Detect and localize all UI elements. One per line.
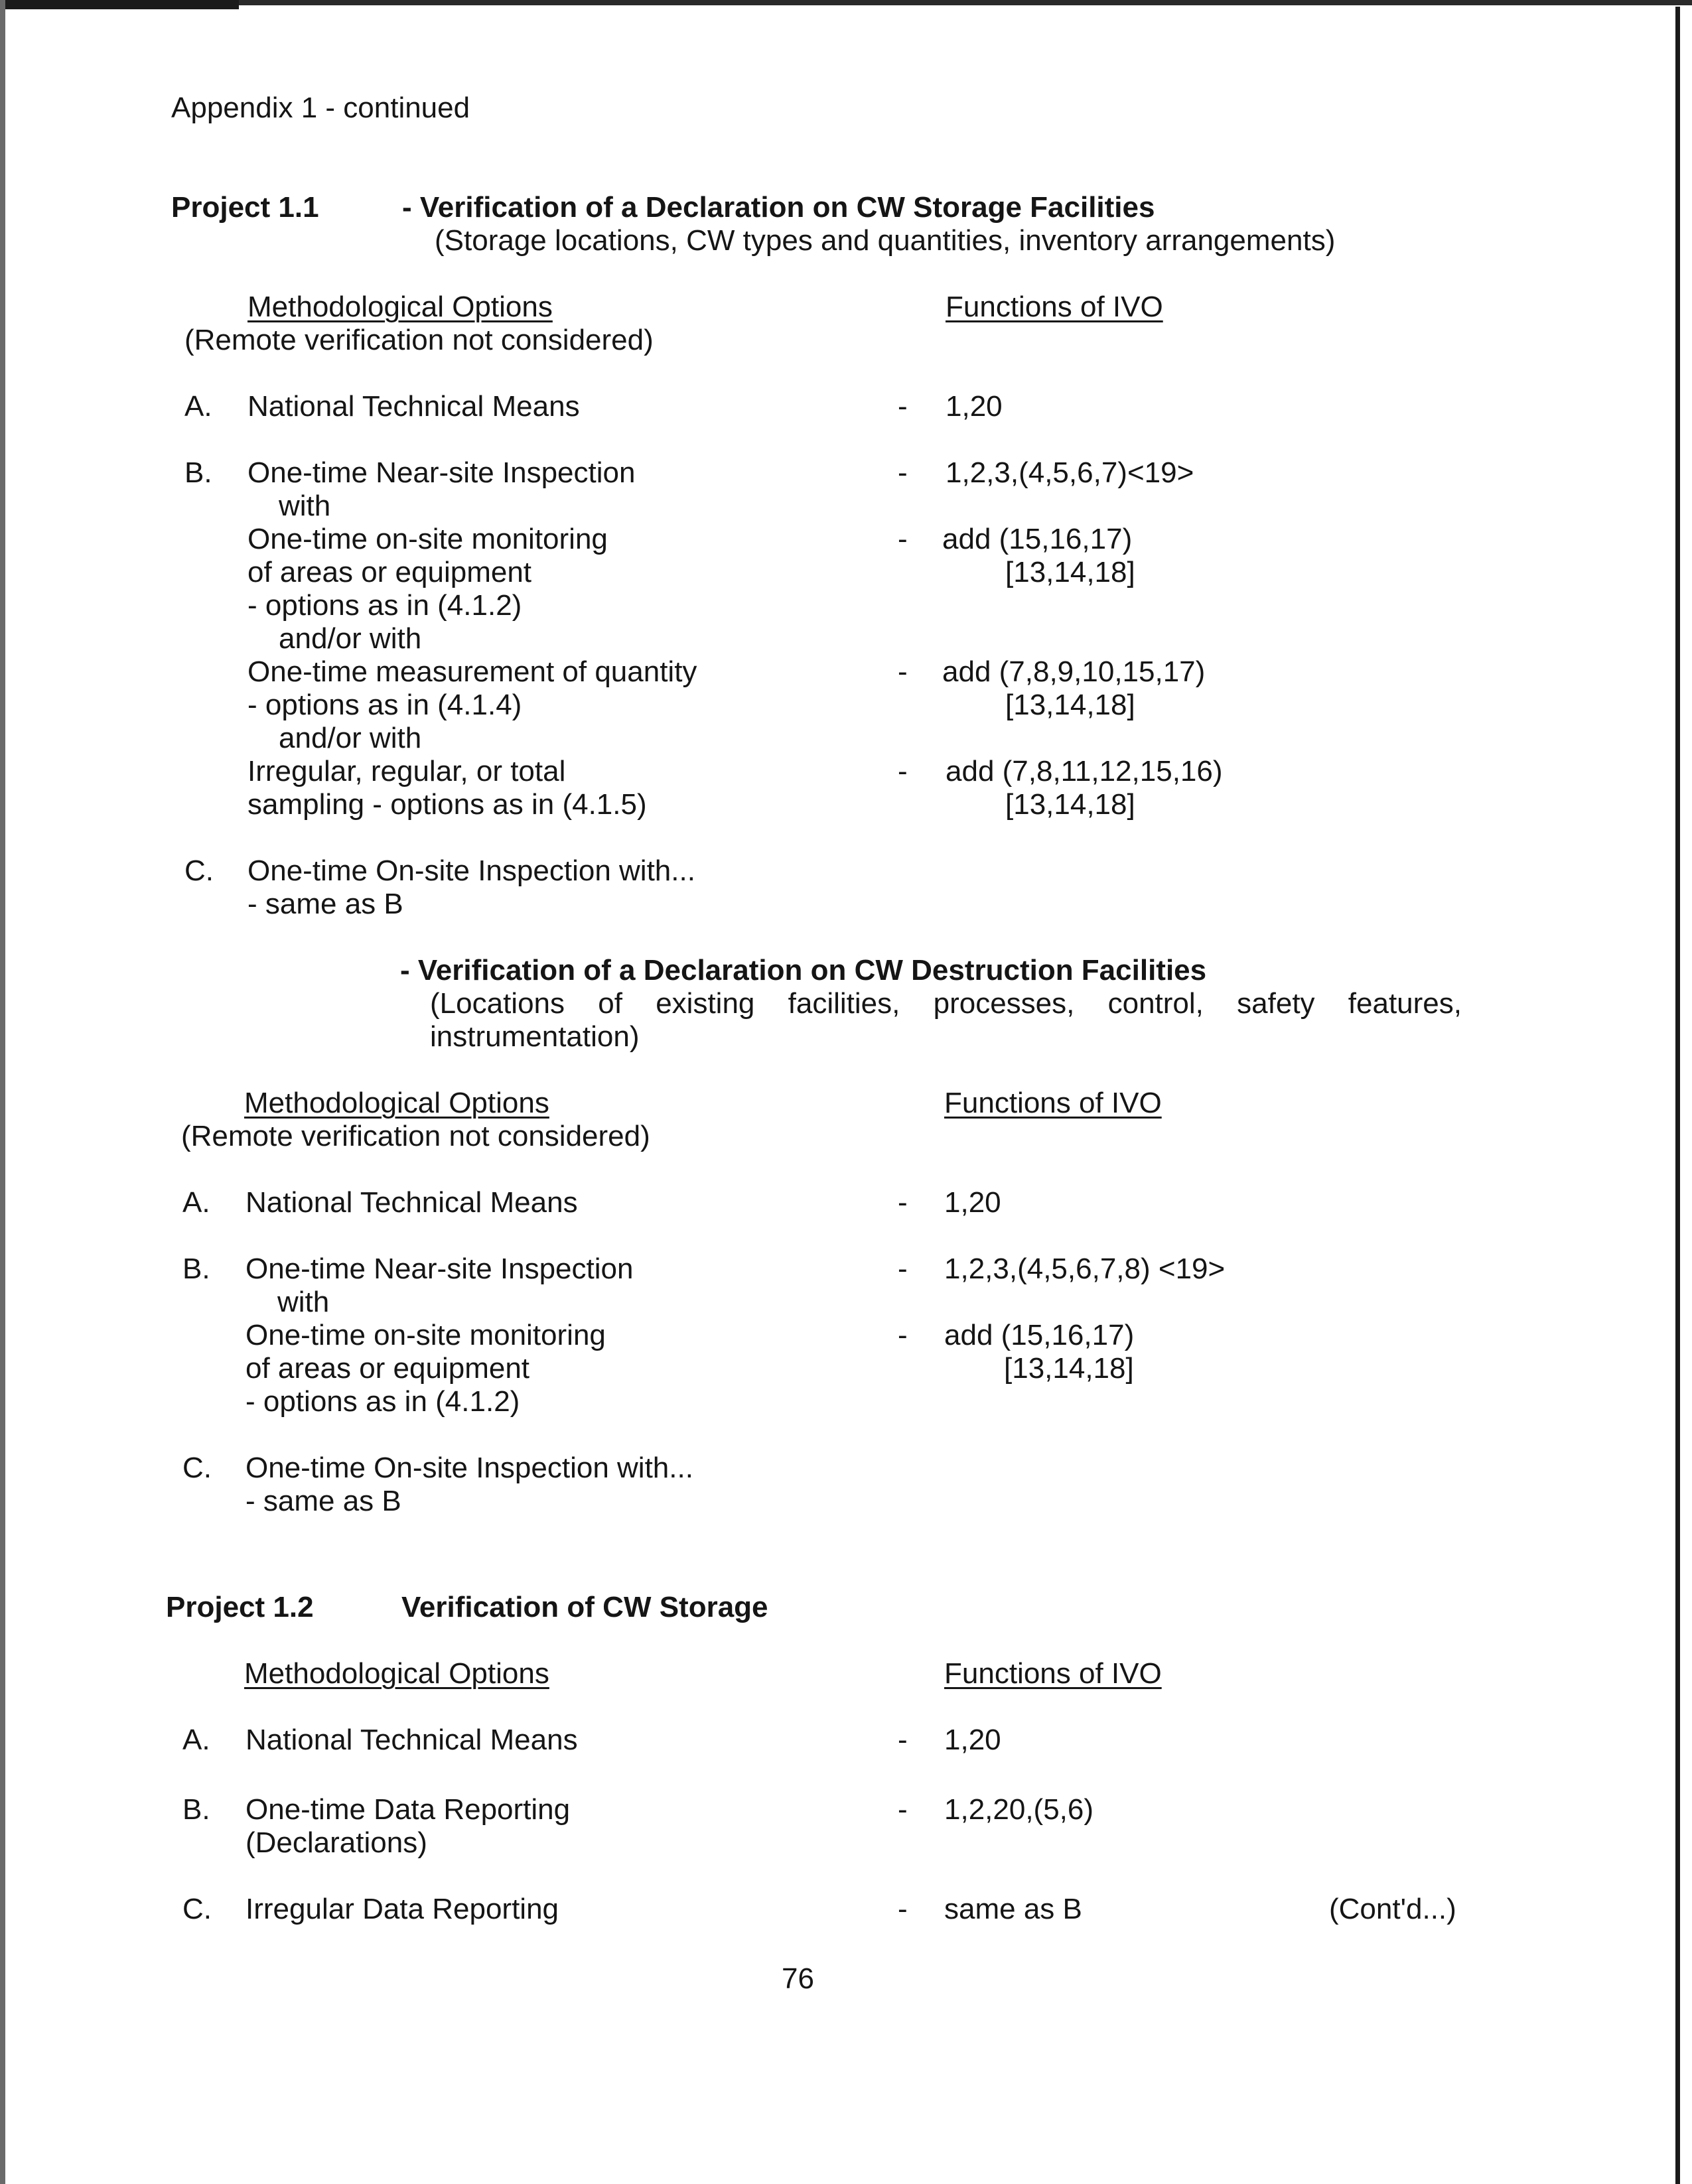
row-function-value: 1,20 (944, 1186, 1001, 1219)
row-option-text: sampling - options as in (4.1.5) (247, 788, 647, 821)
col-header-functions: Functions of IVO (944, 1657, 1162, 1690)
row-dash: - (898, 1724, 908, 1756)
left-scan-edge (0, 0, 5, 2184)
destruction-title: - Verification of a Declaration on CW Destruction Facilities (400, 954, 1207, 987)
row-option-text: - options as in (4.1.4) (247, 689, 522, 721)
row-dash: - (898, 456, 908, 489)
appendix-header: Appendix 1 - continued (171, 92, 470, 124)
row-function-value: add (15,16,17) (944, 1319, 1135, 1351)
continued-note: (Cont'd...) (1329, 1893, 1456, 1925)
row-letter: A. (182, 1186, 210, 1219)
project-1-2-label: Project 1.2 (166, 1591, 314, 1623)
row-dash: - (898, 1893, 908, 1925)
row-function-value: 1,2,20,(5,6) (944, 1793, 1094, 1826)
col-header-functions: Functions of IVO (944, 1087, 1162, 1119)
row-option-text: One-time Near-site Inspection (246, 1253, 634, 1285)
project-1-1-title: - Verification of a Declaration on CW Storage Facilities (402, 191, 1155, 224)
row-letter: B. (182, 1793, 210, 1826)
right-border-line (1675, 7, 1680, 2184)
row-function-value: 1,20 (946, 390, 1003, 423)
col-header-functions: Functions of IVO (946, 291, 1163, 323)
row-letter: A. (182, 1724, 210, 1756)
row-dash: - (898, 755, 908, 787)
project-1-1-subtitle: (Storage locations, CW types and quantities, inventory arrangements) (435, 224, 1336, 257)
row-option-text: One-time on-site monitoring (246, 1319, 606, 1351)
row-function-value: [13,14,18] (1004, 1352, 1134, 1385)
destruction-subtitle-cont: instrumentation) (430, 1020, 640, 1053)
row-letter: C. (182, 1893, 212, 1925)
project-1-1-label: Project 1.1 (171, 191, 319, 224)
row-option-text: (Declarations) (246, 1826, 427, 1859)
row-option-text: and/or with (279, 722, 422, 754)
row-function-value: [13,14,18] (1005, 556, 1135, 588)
row-dash: - (898, 523, 908, 555)
row-option-text: Irregular Data Reporting (246, 1893, 559, 1925)
col-header-note: (Remote verification not considered) (184, 324, 654, 356)
row-function-value: add (7,8,9,10,15,17) (942, 655, 1206, 688)
row-option-text: of areas or equipment (246, 1352, 530, 1385)
row-option-text: with (277, 1286, 330, 1318)
row-dash: - (898, 655, 908, 688)
top-border-line (0, 0, 1692, 5)
top-left-border-mark (0, 0, 239, 9)
row-function-value: [13,14,18] (1005, 788, 1135, 821)
row-letter: B. (182, 1253, 210, 1285)
row-letter: C. (182, 1452, 212, 1484)
row-option-text: National Technical Means (246, 1724, 578, 1756)
row-dash: - (898, 390, 908, 423)
row-option-text: One-time Near-site Inspection (247, 456, 636, 489)
row-option-text: - options as in (4.1.2) (247, 589, 522, 622)
row-option-text: - options as in (4.1.2) (246, 1385, 520, 1418)
row-option-text: of areas or equipment (247, 556, 532, 588)
col-header-options: Methodological Options (247, 291, 553, 323)
row-function-value: 1,2,3,(4,5,6,7)<19> (946, 456, 1194, 489)
row-option-text: - same as B (246, 1485, 401, 1517)
row-dash: - (898, 1186, 908, 1219)
row-option-text: National Technical Means (246, 1186, 578, 1219)
row-letter: C. (184, 854, 214, 887)
row-option-text: with (279, 490, 331, 522)
row-function-value: 1,20 (944, 1724, 1001, 1756)
row-option-text: One-time on-site monitoring (247, 523, 608, 555)
row-option-text: and/or with (279, 622, 422, 655)
row-function-value: [13,14,18] (1005, 689, 1135, 721)
row-option-text: One-time Data Reporting (246, 1793, 571, 1826)
col-header-options: Methodological Options (244, 1087, 549, 1119)
row-option-text: National Technical Means (247, 390, 580, 423)
row-function-value: add (7,8,11,12,15,16) (946, 755, 1223, 787)
row-function-value: same as B (944, 1893, 1082, 1925)
row-dash: - (898, 1253, 908, 1285)
row-function-value: 1,2,3,(4,5,6,7,8) <19> (944, 1253, 1226, 1285)
row-function-value: add (15,16,17) (942, 523, 1133, 555)
row-dash: - (898, 1319, 908, 1351)
row-letter: B. (184, 456, 212, 489)
row-option-text: Irregular, regular, or total (247, 755, 566, 787)
destruction-subtitle: (Locations of existing facilities, processes, control, safety features, (430, 987, 1462, 1020)
row-letter: A. (184, 390, 212, 423)
col-header-note: (Remote verification not considered) (181, 1120, 650, 1152)
col-header-options: Methodological Options (244, 1657, 549, 1690)
page-number: 76 (782, 1962, 814, 1995)
project-1-2-title: Verification of CW Storage (401, 1591, 768, 1623)
row-dash: - (898, 1793, 908, 1826)
row-option-text: One-time On-site Inspection with... (246, 1452, 693, 1484)
row-option-text: One-time On-site Inspection with... (247, 854, 695, 887)
row-option-text: One-time measurement of quantity (247, 655, 697, 688)
row-option-text: - same as B (247, 888, 403, 920)
